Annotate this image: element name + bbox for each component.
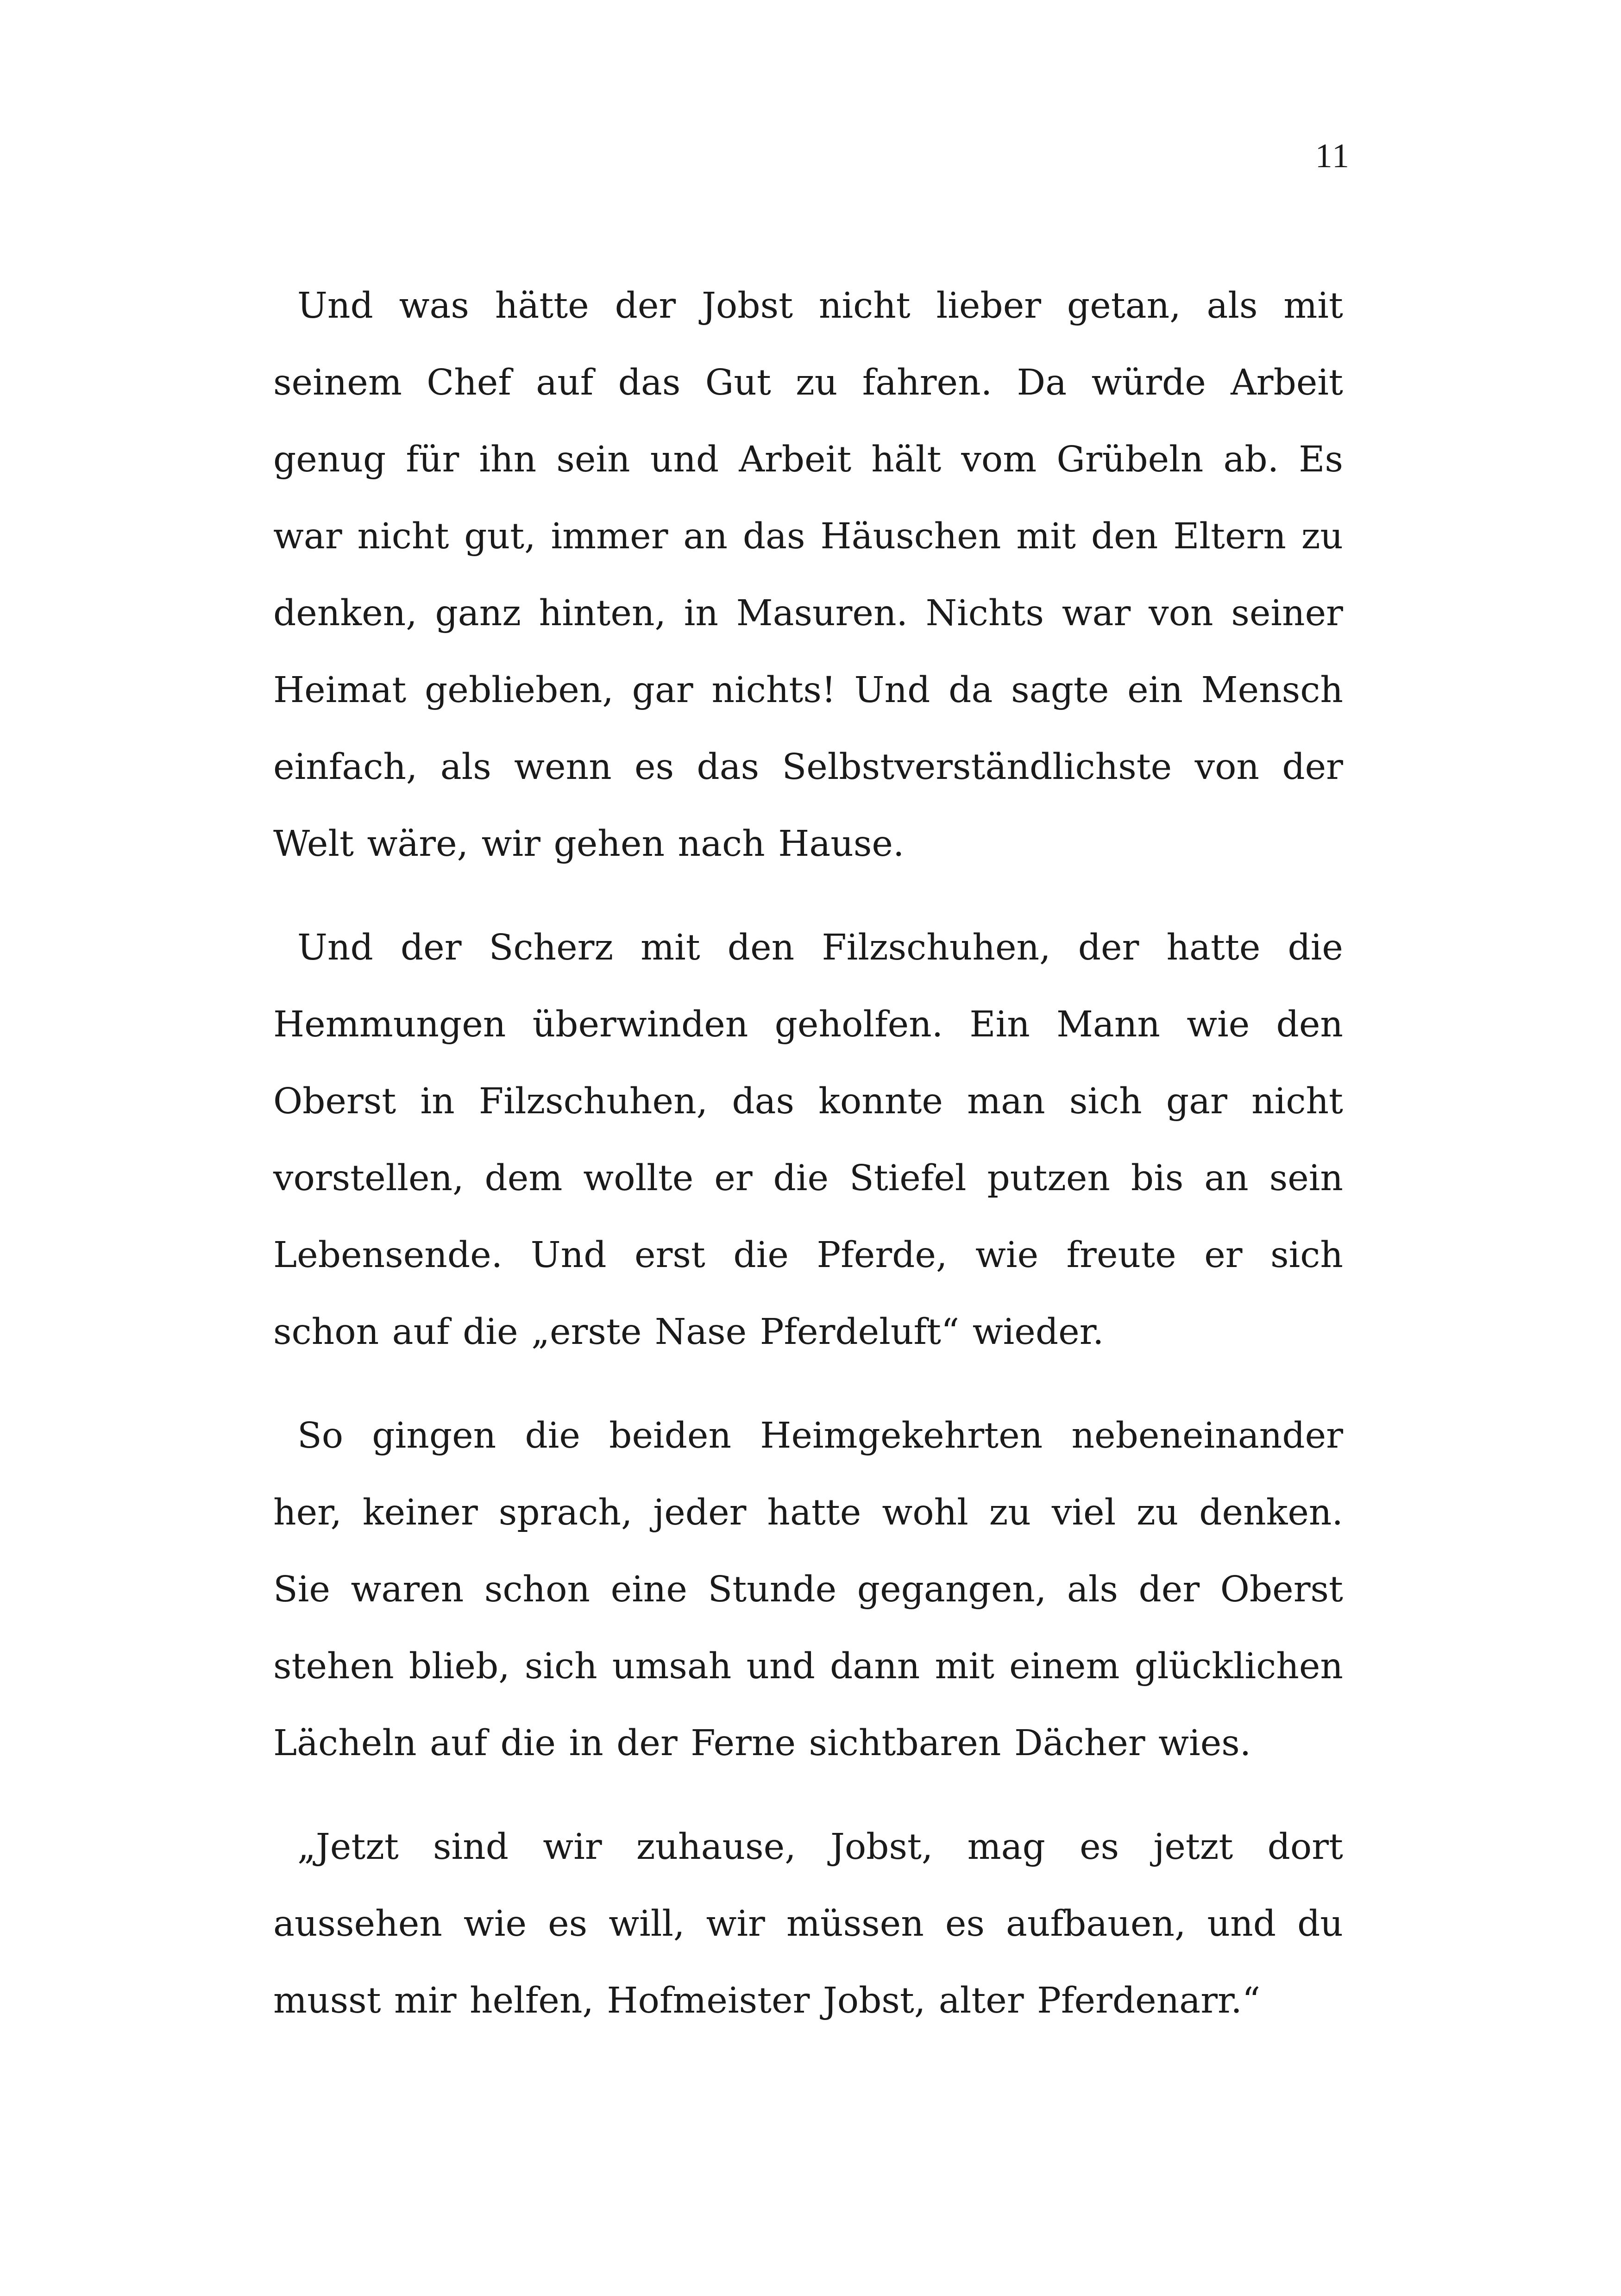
paragraph: „Jetzt sind wir zuhause, Jobst, mag es jetzt dort aussehen wie es will, wir müssen es aufbauen, und du musst mir helfen, Hofmeister Jobst, alter Pferdenarr.“ [273, 1826, 1343, 2021]
paragraph: Und der Scherz mit den Filzschuhen, der hatte die Hemmungen überwinden geholfen. Ein Mann wie den Oberst in Filzschuhen, das konnte man sich gar nicht vorstellen, dem wollte er die Stiefel putzen bis an sein Lebensende. Und erst die Pferde, wie freute er sich schon auf die „erste Nase Pferdeluft“ wieder. [273, 927, 1343, 1353]
paragraph: So gingen die beiden Heimgekehrten nebeneinander her, keiner sprach, jeder hatte wohl zu viel zu denken. Sie waren schon eine Stunde gegangen, als der Oberst stehen blieb, sich umsah und dann mit einem glücklichen Lächeln auf die in der Ferne sichtbaren Dächer wies. [273, 1415, 1343, 1764]
page-number: 11 [1315, 137, 1350, 175]
paragraph: Und was hätte der Jobst nicht lieber getan, als mit seinem Chef auf das Gut zu fahren. Da würde Arbeit genug für ihn sein und Arbeit hält vom Grübeln ab. Es war nicht gut, immer an das Häuschen mit den Eltern zu denken, ganz hinten, in Masuren. Nichts war von seiner Heimat geblieben, gar nichts! Und da sagte ein Mensch einfach, als wenn es das Selbstverständlichste von der Welt wäre, wir gehen nach Hause. [273, 285, 1343, 865]
body-text [273, 268, 1343, 2066]
